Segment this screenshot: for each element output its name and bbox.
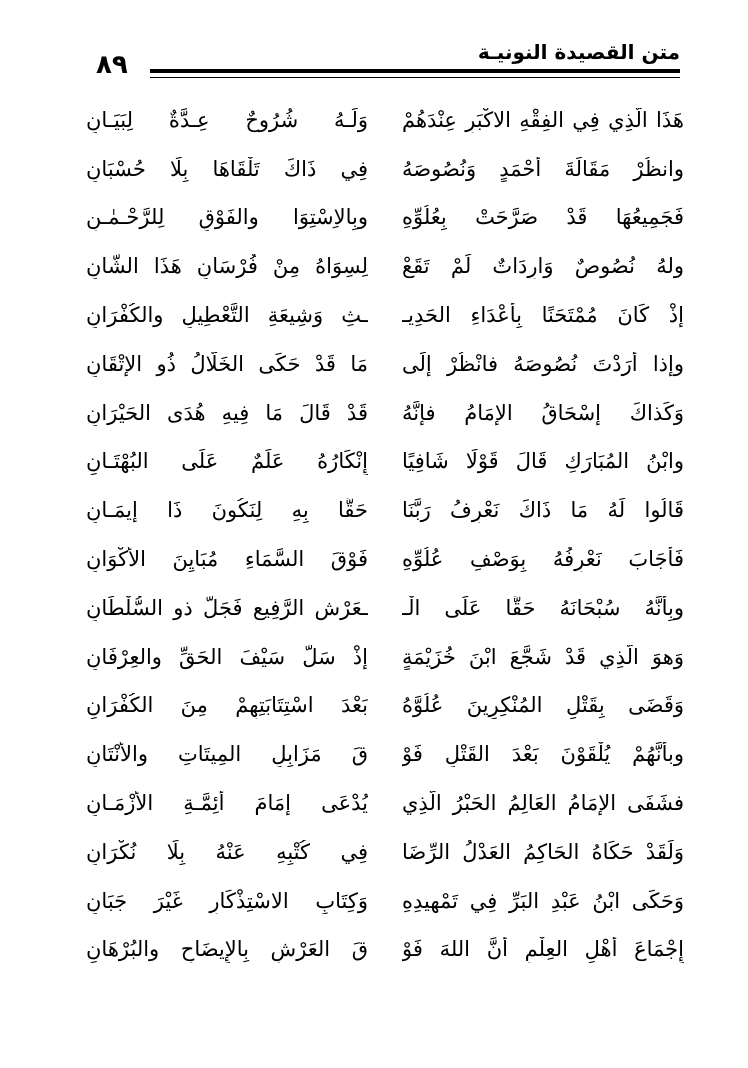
header-rule-thin: [150, 77, 680, 78]
verse-line: [86, 96, 684, 145]
poem-body: [86, 96, 684, 974]
verse-first-hemistich: وانظُرْ مَقَالَةَ أَحْمَدٍ وَنُصُوصَهُ: [402, 156, 684, 181]
verse-first-hemistich: وبأَنَّهُمْ يُلْقَوْنَ بَعْدَ القَتْلِ فَوْ: [402, 742, 684, 767]
verse-line: [86, 291, 684, 340]
verse-first-hemistich: وَهوَ الَّذِي قَدْ شَجَّعَ ابْنَ خُزَيْمَةٍ: [402, 644, 684, 669]
verse-second-hemistich: وَكِتَابِ الاسْتِذْكَارِ غَيْرَ جَبَانِ: [86, 888, 368, 913]
verse-second-hemistich: قَ مَزَابِلِ المِيتَاتِ والأَنْتَانِ: [86, 742, 368, 767]
verse-first-hemistich: قَالُوا لَهُ مَا ذَاكَ نَعْرِفُ رَبَّنَا: [402, 498, 684, 523]
verse-first-hemistich: فَجَمِيعُهَا قَدْ صَرَّحَتْ بِعُلُوِّهِ: [402, 205, 684, 230]
verse-second-hemistich: مَا قَدْ حَكَى الخَلَّالُ ذُو الإِتْقَانِ: [86, 351, 368, 376]
verse-first-hemistich: فَأَجَابَ نَعْرِفُهُ بِوَصْفِ عُلُوِّهِ: [402, 546, 684, 571]
verse-second-hemistich: بَعْدَ اسْتِتَابَتِهِمْ مِنَ الكُفْرَانِ: [86, 693, 368, 718]
verse-second-hemistich: وَلَـهُ شُرُوحٌ عِـدَّةٌ لِبَيَـانِ: [86, 107, 368, 132]
verse-line: [86, 584, 684, 633]
verse-second-hemistich: يُدْعَى إِمَامَ أَئِمَّـةِ الأَزْمَـانِ: [86, 790, 368, 815]
verse-first-hemistich: وَلَقَدْ حَكَاهُ الحَاكِمُ العَدْلُ الرِّضَا: [402, 839, 684, 864]
verse-first-hemistich: فشَفَى الإِمَامُ العَالِمُ الحَبْرُ الَّذِي: [402, 790, 684, 815]
verse-line: [86, 340, 684, 389]
verse-line: [86, 438, 684, 487]
verse-first-hemistich: وَحَكَى ابْنُ عَبْدِ البَرِّ فِي تَمْهِيدِهِ: [402, 888, 684, 913]
page-header: [90, 36, 680, 86]
verse-line: [86, 926, 684, 975]
verse-second-hemistich: إِنْكَارُهُ عَلَمٌ عَلَى البُهْتَـانِ: [86, 449, 368, 474]
verse-first-hemistich: إِذْ كَانَ مُمْتَحَنًا بِأَعْدَاءِ الحَدِيـ: [402, 302, 684, 327]
verse-first-hemistich: وَكَذاكَ إِسْحَاقُ الإِمَامُ فإِنَّهُ: [402, 400, 684, 425]
header-rule-thick: [150, 69, 680, 73]
verse-second-hemistich: قَ العَرْشِ بِالإِيضَاحِ والبُرْهَانِ: [86, 937, 368, 962]
verse-line: [86, 828, 684, 877]
verse-line: [86, 242, 684, 291]
verse-second-hemistich: فَوْقَ السَّمَاءِ مُبَايِنَ الأَكْوَانِ: [86, 546, 368, 571]
verse-second-hemistich: وبِالاِسْتِوَا والفَوْقِ لِلرَّحْـمٰـنِ: [86, 205, 368, 230]
verse-line: [86, 779, 684, 828]
verse-second-hemistich: لِسِوَاهُ مِنْ فُرْسَانِ هَذَا الشَّانِ: [86, 254, 368, 279]
verse-second-hemistich: قَدْ قَالَ مَا فِيهِ هُدَى الحَيْرَانِ: [86, 400, 368, 425]
verse-line: [86, 682, 684, 731]
verse-line: [86, 633, 684, 682]
verse-second-hemistich: فِي كُتْبِهِ عَنْهُ بِلَا نُكْرَانِ: [86, 839, 368, 864]
verse-line: [86, 145, 684, 194]
verse-first-hemistich: ولهُ نُصُوصٌ وَارِدَاتٌ لَمْ تَقَعْ: [402, 254, 684, 279]
verse-second-hemistich: إِذْ سَلَّ سَيْفَ الحَقِّ والعِرْفَانِ: [86, 644, 368, 669]
verse-first-hemistich: وإذا أَرَدْتَ نُصُوصَهُ فانْظُرْ إِلَى: [402, 351, 684, 376]
verse-line: [86, 389, 684, 438]
verse-first-hemistich: إِجْمَاعَ أَهْلِ العِلْمِ أَنَّ اللهَ فَوْ: [402, 937, 684, 962]
verse-second-hemistich: ـثِ وَشِيعَةِ التَّعْطِيلِ والكُفْرَانِ: [86, 302, 368, 327]
verse-line: [86, 194, 684, 243]
verse-line: [86, 486, 684, 535]
verse-line: [86, 730, 684, 779]
verse-first-hemistich: هَذَا الَّذِي فِي الفِقْهِ الاكْبَرِ عِنْدَهُمْ: [402, 107, 684, 132]
verse-second-hemistich: حَقًّا بِهِ لِنَكُونَ ذَا إِيمَـانِ: [86, 498, 368, 523]
page-number: ٨٩: [96, 50, 128, 80]
verse-line: [86, 877, 684, 926]
verse-first-hemistich: وابْنُ المُبَارَكِ قَالَ قَوْلًا شَافِيًا: [402, 449, 684, 474]
verse-first-hemistich: وبِأَنَّهُ سُبْحَانَهُ حَقًّا عَلَى الْـ: [402, 595, 684, 620]
verse-second-hemistich: فِي ذَاكَ تَلْقَاهَا بِلَا حُسْبَانِ: [86, 156, 368, 181]
verse-second-hemistich: ـعَرْشِ الرَّفِيعِ فَجَلَّ ذو السُّلْطَانِ: [86, 595, 368, 620]
verse-line: [86, 535, 684, 584]
verse-first-hemistich: وَقَضَى بِقَتْلِ المُنْكِرِينَ عُلُوَّهُ: [402, 693, 684, 718]
running-title: متن القصيدة النونيـة: [477, 40, 680, 64]
